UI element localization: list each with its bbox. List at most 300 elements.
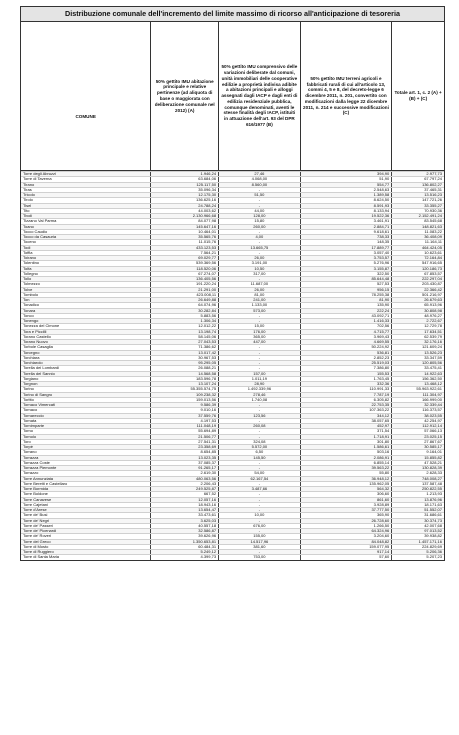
col-a-cell: 27.043,53 [151, 340, 219, 344]
col-a-cell: 60.484,31 [151, 545, 219, 549]
table-row [21, 533, 444, 538]
col-b-cell: - [219, 508, 301, 512]
comune-cell: Torre Annunziata [21, 477, 151, 481]
total-cell: 30.585,17 [424, 445, 442, 449]
header-total: Totale art. 1, c. 2 (A) + (B) + (C) [394, 90, 442, 101]
table-row [21, 544, 444, 549]
table-row [21, 329, 444, 334]
comune-cell: Torrazza Coste [21, 461, 151, 465]
col-a-cell: 12.057,16 [151, 498, 219, 502]
table-row [21, 539, 444, 544]
col-b-cell: 13.665,75 [219, 246, 301, 250]
table-row [21, 203, 444, 208]
comune-cell: Torre Canavese [21, 498, 151, 502]
table-row [21, 507, 444, 512]
col-a-cell: 13.107,24 [151, 382, 219, 386]
comune-cell: Tonara [21, 309, 151, 313]
col-c-cell: 22.753,35 [301, 403, 393, 407]
total-cell: 27.867,67 [424, 439, 442, 444]
table-row [21, 476, 444, 481]
col-b-cell: - [219, 482, 301, 486]
col-a-cell: 118.520,06 [151, 267, 219, 271]
col-a-cell: 21.506,77 [151, 435, 219, 439]
col-b-cell: 10,00 [219, 513, 301, 517]
comune-cell: Torre Cajetani [21, 503, 151, 507]
col-b-cell: 155,00 [219, 534, 301, 538]
col-a-cell: 64.074,96 [151, 303, 219, 307]
col-a-cell: 55.355.574,75 [151, 387, 219, 391]
col-c-cell: 3.057,40 [301, 251, 393, 255]
col-b-cell: 128,00 [219, 214, 301, 218]
col-b-cell: - [219, 492, 301, 496]
col-b-cell: 573,00 [219, 309, 301, 313]
col-c-cell: 155,53 [301, 372, 393, 376]
col-c-cell: 1.586,61 [301, 445, 393, 449]
table-row [21, 465, 444, 470]
col-c-cell: 135.962,05 [301, 482, 393, 486]
table-row [21, 376, 444, 381]
total-cell: 9.164,01 [426, 450, 442, 455]
total-cell: 10.623,61 [424, 250, 442, 255]
table-row [21, 381, 444, 386]
col-c-cell: 861,60 [301, 498, 393, 502]
col-c-cell: 1.416,33 [301, 319, 393, 323]
table-row [21, 302, 444, 307]
comune-cell: Tocco da Casauria [21, 235, 151, 239]
total-cell: 250.822,55 [421, 487, 442, 491]
col-b-cell: - [219, 529, 301, 533]
table-row [21, 339, 444, 344]
comune-cell: Torano Castello [21, 335, 151, 339]
table-row [21, 392, 444, 397]
comune-cell: Torre di Taverna [21, 177, 151, 181]
total-cell: 501.216,97 [421, 292, 442, 297]
table-row [21, 260, 444, 265]
col-a-cell: 21.291,00 [151, 288, 219, 292]
col-b-cell: 6,50 [219, 450, 301, 454]
table-row [21, 481, 444, 486]
comune-cell: Torcegno [21, 351, 151, 355]
table-row [21, 449, 444, 454]
total-cell: 136.802,27 [421, 182, 442, 187]
col-b-cell: - [219, 356, 301, 360]
comune-cell: Tornareccio [21, 414, 151, 418]
col-a-cell: 109.238,32 [151, 393, 219, 397]
comune-cell: Torre de' Negri [21, 519, 151, 523]
col-c-cell: 39.563,22 [301, 466, 393, 470]
total-cell: 13.526,23 [424, 350, 442, 355]
col-b-cell: 3.191,00 [219, 261, 301, 265]
col-b-cell: 10,50 [219, 267, 301, 271]
table-row [21, 208, 444, 213]
document-page [20, 6, 445, 561]
table-row [21, 549, 444, 554]
col-b-cell: - [219, 503, 301, 507]
col-b-cell: 145,50 [219, 456, 301, 460]
total-cell: 15.855,82 [424, 455, 442, 460]
comune-cell: Tirolo [21, 198, 151, 202]
col-a-cell: 1.306,34 [151, 319, 219, 323]
col-a-cell: 145.647,16 [151, 225, 219, 229]
table-row [21, 171, 444, 176]
col-b-cell: 26,00 [219, 256, 301, 260]
col-b-cell: 317,00 [219, 272, 301, 276]
col-a-cell: 480.063,56 [151, 477, 219, 481]
header-col-c: 50% gettito IMU terreni agricoli e fabbricati rurali di cui all'articolo 13, commi 4, 5 e 8, del decreto-legge 6 dicembre 2011, n. 201, convertito con modificazioni dalla legge 22 dicembre 2011, n. 214 e successive modificazioni (C) [301, 22, 393, 170]
table-row [21, 428, 444, 433]
col-b-cell: 324,08 [219, 440, 301, 444]
col-c-cell: 1.389,58 [301, 193, 393, 197]
col-b-cell: - [219, 314, 301, 318]
comune-cell: Tornaco [21, 408, 151, 412]
comune-cell: Torre del Greco [21, 540, 151, 544]
table-row [21, 287, 444, 292]
table-header [20, 22, 445, 171]
comune-cell: Tolfa [21, 267, 151, 271]
col-c-cell: 36.948,12 [301, 477, 393, 481]
col-a-cell: 667,52 [151, 492, 219, 496]
col-b-cell: 8.560,00 [219, 183, 301, 187]
col-a-cell: 1.946,24 [151, 172, 219, 176]
total-cell: 2.977,73 [426, 172, 442, 176]
col-a-cell: 39.626,96 [151, 534, 219, 538]
col-a-cell: 539.369,56 [151, 261, 219, 265]
total-cell: 65.913,96 [424, 303, 442, 308]
col-c-cell: 81,90 [301, 298, 393, 302]
table-row [21, 182, 444, 187]
col-b-cell: - [219, 461, 301, 465]
total-cell: 137.587,48 [421, 481, 442, 486]
col-b-cell: 26,00 [219, 288, 301, 292]
total-cell: 32.176,16 [424, 340, 442, 344]
table-row [21, 239, 444, 244]
table-row [21, 528, 444, 533]
col-b-cell: 157,00 [219, 372, 301, 376]
total-cell: 42.007,68 [424, 523, 442, 528]
col-c-cell: 222,24 [301, 309, 393, 313]
col-c-cell: 2.086,91 [301, 456, 393, 460]
table-row [21, 386, 444, 391]
col-b-cell: - [219, 345, 301, 349]
col-c-cell: 2.884,71 [301, 225, 393, 229]
col-b-cell: 27,46 [219, 172, 301, 176]
table-row [21, 397, 444, 402]
total-cell: 18.171,63 [424, 502, 442, 507]
total-cell: 30.808,98 [424, 308, 442, 313]
table-row [21, 502, 444, 507]
comune-cell: Torino di Sangro [21, 393, 151, 397]
table-row [21, 455, 444, 460]
comune-cell: Tiras [21, 188, 151, 192]
col-b-cell: 11.687,00 [219, 282, 301, 286]
comune-cell: Torgnon [21, 382, 151, 386]
col-b-cell: 54,00 [219, 471, 301, 475]
col-a-cell: 9.586,39 [151, 403, 219, 407]
col-c-cell: 917,14 [301, 550, 393, 554]
comune-cell: Tolve [21, 288, 151, 292]
col-c-cell: 3.753,57 [301, 256, 393, 260]
comune-cell: Torrano [21, 450, 151, 454]
table-row [21, 318, 444, 323]
col-c-cell: 1.763,45 [301, 377, 393, 381]
col-b-cell: 4.068,00 [219, 177, 301, 181]
col-a-cell: 84.077,98 [151, 219, 219, 223]
col-b-cell: - [219, 188, 301, 192]
col-a-cell: 18.943,16 [151, 503, 219, 507]
col-c-cell: 3.928,89 [301, 503, 393, 507]
col-b-cell: 14.517,96 [219, 540, 301, 544]
col-c-cell: 3.204,60 [301, 534, 393, 538]
table-row [21, 255, 444, 260]
table-row [21, 470, 444, 475]
comune-cell: Todi [21, 246, 151, 250]
col-c-cell: 50.224,92 [301, 345, 393, 349]
table-row [21, 407, 444, 412]
col-c-cell: 25.519,03 [301, 361, 393, 365]
comune-cell: Torino [21, 387, 151, 391]
total-cell: 5.206,36 [426, 550, 442, 554]
comune-cell: Torre d'Arese [21, 508, 151, 512]
table-row [21, 423, 444, 428]
total-cell: 166.999,00 [421, 397, 442, 402]
col-c-cell: 38.057,65 [301, 419, 393, 423]
col-a-cell: 111.048,19 [151, 424, 219, 428]
col-b-cell: 260,00 [219, 225, 301, 229]
comune-cell: Torre Beretti e Castellaro [21, 482, 151, 486]
comune-cell: Torre de' Busi [21, 513, 151, 517]
col-c-cell: 8.591,93 [301, 204, 393, 208]
col-c-cell: 148,35 [301, 240, 393, 244]
col-a-cell: 27.541,31 [151, 440, 219, 444]
comune-cell: Torre di Mosto [21, 545, 151, 549]
total-cell: 70.930,36 [424, 208, 442, 213]
col-b-cell: 15,00 [219, 324, 301, 328]
comune-cell: Toffia [21, 251, 151, 255]
table-row [21, 197, 444, 202]
col-b-cell: 260,08 [219, 424, 301, 428]
table-row [21, 176, 444, 181]
comune-cell: Torbole Casaglia [21, 345, 151, 349]
total-cell: 37.465,31 [424, 187, 442, 192]
header-col-b: 50% gettito IMU comprensivo delle variazioni deliberate dal comuni, unità immobiliari delle cooperative edilizie a proprietà indivisa adibite a abitazioni principali e alloggi assegnati dagli IACP e dagli enti di edilizia residenziale pubblica, comunque denominati, aventi le stesse finalità degli IACP, istituiti in attuazione dell'art. 93 del DPR 616/1977 (B) [219, 22, 301, 170]
col-c-cell: 306,60 [301, 492, 393, 496]
table-row [21, 444, 444, 449]
col-a-cell: 67.274,07 [151, 272, 219, 276]
total-cell: 120.186,73 [421, 266, 442, 271]
total-cell: 55.963.922,61 [416, 387, 442, 392]
total-cell: 2.152.491,24 [418, 214, 442, 218]
comune-cell: Tornaco Vimercati [21, 403, 151, 407]
col-c-cell: 6.855,14 [301, 461, 393, 465]
col-c-cell: 702,56 [301, 324, 393, 328]
total-cell: 12.729,78 [424, 324, 442, 329]
col-b-cell: - [219, 366, 301, 370]
col-b-cell: 28,90 [219, 382, 301, 386]
comune-cell: Tonco [21, 314, 151, 318]
total-cell: 38.023,55 [424, 413, 442, 418]
col-a-cell: 40.557,18 [151, 524, 219, 528]
col-a-cell: 13.017,42 [151, 351, 219, 355]
comune-cell: Tonadico [21, 303, 151, 307]
table-row [21, 234, 444, 239]
col-b-cell: - [219, 351, 301, 355]
col-b-cell: 381,60 [219, 545, 301, 549]
col-a-cell: 1.350.653,81 [151, 540, 219, 544]
col-a-cell: 423.008,11 [151, 293, 219, 297]
col-b-cell: 241,00 [219, 298, 301, 302]
col-c-cell: 37.777,50 [301, 508, 393, 512]
col-c-cell: 85.644,48 [301, 277, 393, 281]
total-cell: 39.938,82 [424, 534, 442, 539]
col-a-cell: 35.096,34 [151, 188, 219, 192]
col-c-cell: 3.969,43 [301, 335, 393, 339]
col-a-cell: 30.282,84 [151, 309, 219, 313]
col-c-cell: 1.718,91 [301, 435, 393, 439]
comune-cell: Toirano [21, 256, 151, 260]
table-row [21, 271, 444, 276]
col-a-cell: 5.249,12 [151, 550, 219, 554]
comune-cell: Torre de' Roveri [21, 534, 151, 538]
total-cell: 111.304,97 [422, 392, 442, 397]
col-c-cell: 564,32 [301, 487, 393, 491]
total-cell: 22.366,42 [424, 287, 442, 292]
col-a-cell: 2.619,30 [151, 471, 219, 475]
col-c-cell: 8.624,50 [301, 198, 393, 202]
col-c-cell: 536,81 [301, 351, 393, 355]
col-a-cell: 4.197,53 [151, 419, 219, 423]
col-a-cell: 183.596,78 [151, 377, 219, 381]
col-a-cell: 7.564,21 [151, 251, 219, 255]
col-c-cell: 19.522,36 [301, 214, 393, 218]
col-c-cell: 4.715,77 [301, 330, 393, 334]
total-cell: 148.821,63 [421, 224, 442, 229]
col-c-cell: 738,33 [301, 235, 393, 239]
col-b-cell: 62.167,54 [219, 477, 301, 481]
comune-cell: Torrazza Piemonte [21, 466, 151, 470]
total-cell: 67.853,57 [424, 271, 442, 276]
table-row [21, 402, 444, 407]
table-row [21, 250, 444, 255]
total-cell: 57.066,13 [424, 429, 442, 434]
col-c-cell: 2.548,63 [301, 188, 393, 192]
col-b-cell: - [219, 466, 301, 470]
comune-cell: Tollo [21, 277, 151, 281]
col-a-cell: 37.559,76 [151, 414, 219, 418]
table-row [21, 192, 444, 197]
table-row [21, 371, 444, 376]
total-cell: 26.679,63 [424, 298, 442, 302]
total-cell: 1.213,93 [426, 492, 442, 497]
comune-cell: Tolmezzo [21, 282, 151, 286]
comune-cell: Torano Nuovo [21, 340, 151, 344]
total-cell: 13.468,12 [424, 382, 442, 386]
col-b-cell: - [219, 429, 301, 433]
col-c-cell: 55,80 [301, 471, 393, 475]
col-c-cell: 2.852,23 [301, 356, 393, 360]
col-a-cell: 10.464,01 [151, 230, 219, 234]
comune-cell: Torrazza [21, 456, 151, 460]
comune-cell: Toro [21, 440, 151, 444]
col-a-cell: 13.198,74 [151, 330, 219, 334]
col-c-cell: 8.133,94 [301, 209, 393, 213]
comune-cell: Tora e Piccilli [21, 330, 151, 334]
table-row [21, 313, 444, 318]
total-cell: 222.297,04 [421, 277, 442, 281]
col-a-cell: 159.013,56 [151, 398, 219, 402]
col-b-cell: 753,00 [219, 555, 301, 559]
col-a-cell: 136.405,56 [151, 277, 219, 281]
col-b-cell: 676,00 [219, 524, 301, 528]
table-row [21, 224, 444, 229]
comune-cell: Torpè [21, 445, 151, 449]
col-c-cell: 7.787,19 [301, 393, 393, 397]
col-a-cell: 26.649,88 [151, 298, 219, 302]
comune-cell: Ton [21, 298, 151, 302]
total-cell: 62.539,79 [424, 334, 442, 339]
col-c-cell: 554,77 [301, 183, 393, 187]
col-b-cell: 1.011,19 [219, 377, 301, 381]
col-c-cell: 51,90 [301, 177, 393, 181]
table-row [21, 365, 444, 370]
col-b-cell: 1.740,08 [219, 398, 301, 402]
comune-cell: Tolentino [21, 261, 151, 265]
col-a-cell: 4.399,73 [151, 555, 219, 559]
col-c-cell: 344,12 [301, 414, 393, 418]
total-cell: 121.609,24 [421, 345, 442, 350]
table-row [21, 418, 444, 423]
col-a-cell: 12.012,22 [151, 324, 219, 328]
col-b-cell: - [219, 419, 301, 423]
total-cell: 224.829,69 [421, 544, 442, 549]
col-b-cell: - [219, 198, 301, 202]
col-a-cell: 23.358,69 [151, 445, 219, 449]
total-cell: 11.164,11 [424, 240, 442, 245]
col-c-cell: 301,80 [301, 440, 393, 444]
col-b-cell: - [219, 251, 301, 255]
total-cell: 1.457.171,16 [418, 539, 442, 544]
total-cell: 42.254,97 [424, 418, 442, 423]
col-b-cell: - [219, 240, 301, 244]
total-cell: 13.876,96 [424, 497, 442, 502]
total-cell: 30.374,73 [424, 518, 442, 523]
col-a-cell: 2.206,43 [151, 482, 219, 486]
col-b-cell: 1.492.339,96 [219, 387, 301, 391]
col-a-cell: 13.023,35 [151, 456, 219, 460]
table-row [21, 229, 444, 234]
table-row [21, 308, 444, 313]
total-cell: 11.083,22 [424, 229, 442, 234]
table-row [21, 281, 444, 286]
header-col-a: 50% gettito IMU abitazione principale e relative pertinenze (ad aliquota di base o maggiorata con deliberazione comunale nel 2012) (A) [151, 22, 219, 170]
comune-cell: Toano [21, 225, 151, 229]
comune-cell: Tornata [21, 419, 151, 423]
col-b-cell: - [219, 230, 301, 234]
col-a-cell: 91.265,17 [151, 466, 219, 470]
col-b-cell: - [219, 403, 301, 407]
col-a-cell: 136.625,16 [151, 198, 219, 202]
table-row [21, 350, 444, 355]
col-b-cell: - [219, 319, 301, 323]
comune-cell: Tornimparte [21, 424, 151, 428]
col-a-cell: 35.565,76 [151, 235, 219, 239]
total-cell: 748.008,27 [421, 476, 442, 481]
col-c-cell: 5.276,96 [301, 261, 393, 265]
col-c-cell: 3.155,87 [301, 267, 393, 271]
comune-cell: Tonezza del Cimone [21, 324, 151, 328]
total-cell: 120.805,56 [421, 361, 442, 365]
comune-cell: Tricolo [21, 193, 151, 197]
comune-cell: Tollegno [21, 272, 151, 276]
